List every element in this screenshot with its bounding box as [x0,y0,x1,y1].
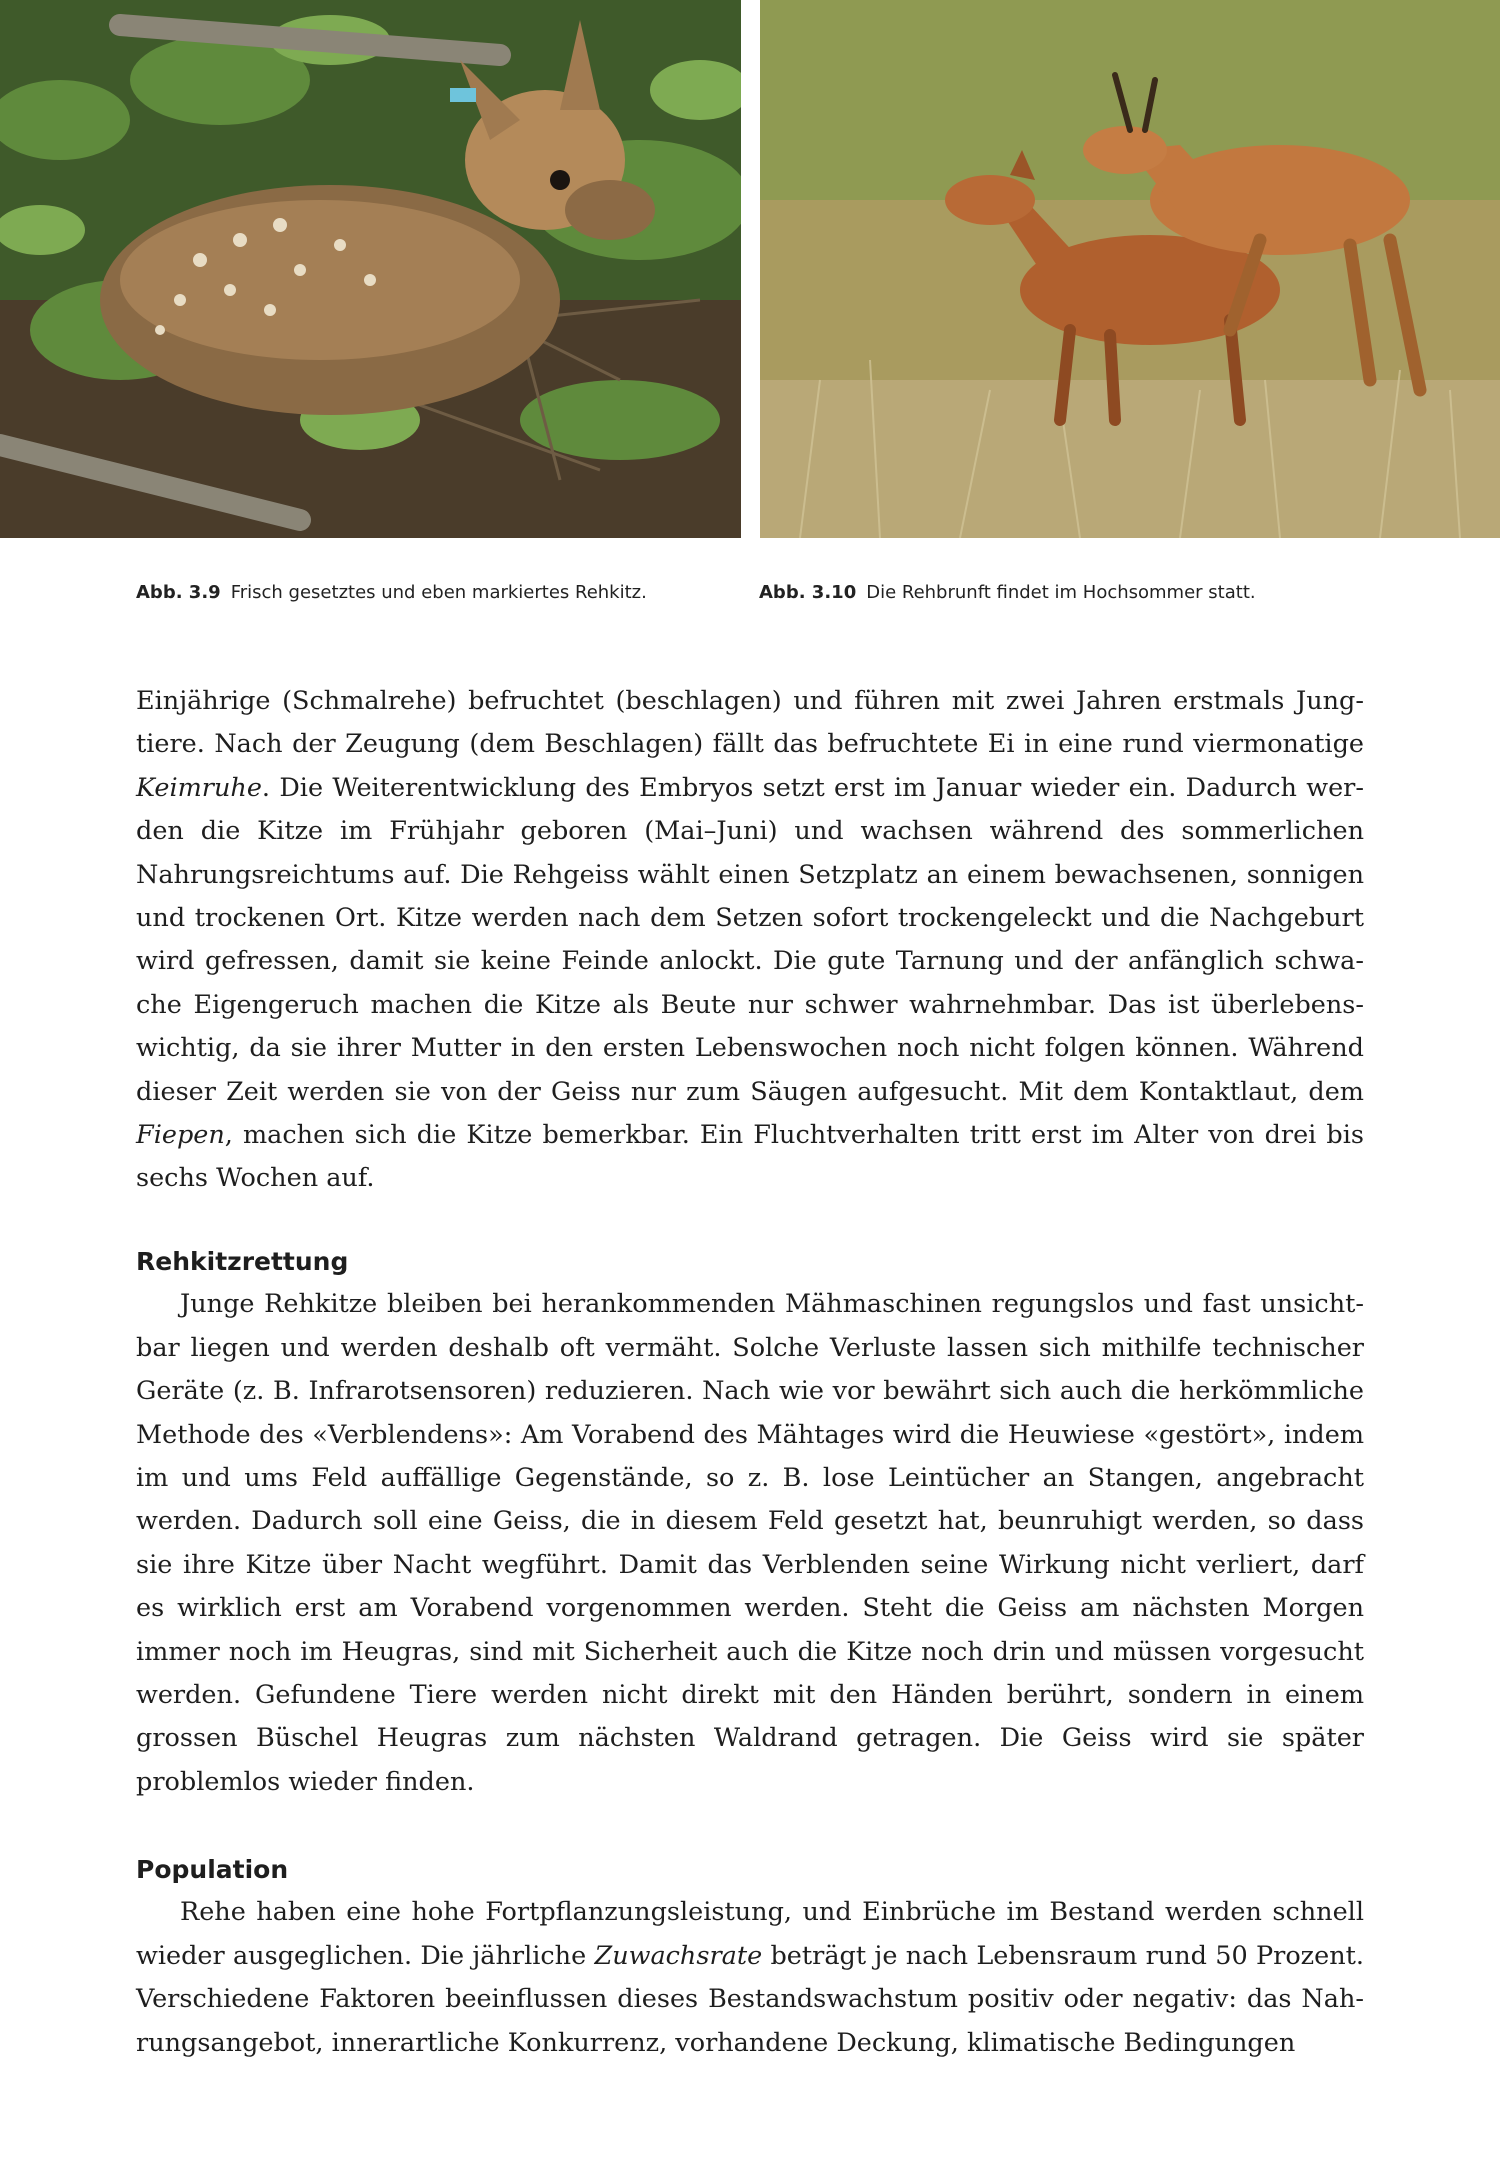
term-zuwachsrate: Zuwachsrate [594,1940,763,1971]
body-paragraph: Junge Rehkitze bleiben bei herankommenden Mähmaschinen regungslos und fast unsichtbar liegen und werden deshalb oft vermäht. Solche Verluste lassen sich mithilfe technischer Geräte (z. B. Infrarotsensoren) reduzieren. Nach wie vor bewährt sich auch die herkömmliche Methode des «Verblendens»: Am Vorabend des Mähtages wird die Heuwiese «gestört», indem im und ums Feld auffällige Gegenstände, so z. B. lose Leintücher an Stangen, angebracht werden. Dadurch soll eine Geiss, die in diesem Feld gesetzt hat, beunruhigt werden, so dass sie ihre Kitze über Nacht wegführt. Damit das Verblenden seine Wirkung nicht verliert, darf es wirklich erst am Vorabend vorgenommen werden. Steht die Geiss am nächsten Morgen immer noch im Heugras, sind mit Sicherheit auch die Kitze noch drin und müssen vorgesucht werden. Gefundene Tiere werden nicht direkt mit den Händen berührt, sondern in einem grossen Büschel Heugras zum nächsten Waldrand getragen. Die Geiss wird sie später problemlos wieder finden. [136,1289,1364,1797]
figure-caption [759,582,1256,603]
fawn-photo [0,0,741,538]
figure-number: Abb. 3.9 [136,582,221,603]
roe-deer-rut-photo [760,0,1500,538]
term-fiepen: Fiepen [136,1120,225,1151]
figure-caption-text: Die Rehbrunft findet im Hochsommer statt. [866,582,1256,603]
body-paragraph: Rehe haben eine hohe Fortpflanzungsleistung, und Einbrüche im Bestand werden schnell wieder ausgeglichen. Die jährliche Zuwachsrate beträgt je nach Lebensraum rund 50 Prozent. Verschiedene Faktoren beeinflussen dieses Bestandswachstum positiv oder negativ: das Nahrungsangebot, innerartliche Konkurrenz, vorhandene Deckung, klimatische Bedingungen [136,1897,1364,2058]
term-keimruhe: Keimruhe [136,772,262,803]
section-heading: Rehkitzrettung [136,1247,349,1276]
body-paragraph: Einjährige (Schmalrehe) befruchtet (beschlagen) und führen mit zwei Jahren erstmals Jungtiere. Nach der Zeugung (dem Beschlagen) fällt das befruchtete Ei in eine rund viermonatige Keimruhe. Die Weiterentwicklung des Embryos setzt erst im Januar wieder ein. Dadurch werden die Kitze im Frühjahr geboren (Mai–Juni) und wachsen während des sommerlichen Nahrungsreichtums auf. Die Rehgeiss wählt einen Setzplatz an einem bewachsenen, sonnigen und trockenen Ort. Kitze werden nach dem Setzen sofort trockengeleckt und die Nachgeburt wird gefressen, damit sie keine Feinde anlockt. Die gute Tarnung und der anfänglich schwache Eigengeruch machen die Kitze als Beute nur schwer wahrnehmbar. Das ist überlebenswichtig, da sie ihrer Mutter in den ersten Lebenswochen noch nicht folgen können. Während dieser Zeit werden sie von der Geiss nur zum Säugen aufgesucht. Mit dem Kontaktlaut, dem Fiepen, machen sich die Kitze bemerkbar. Ein Fluchtverhalten tritt erst im Alter von drei bis sechs Wochen auf. [136,686,1364,1194]
population-section [136,1848,1364,2065]
intro-section [136,680,1364,1201]
figure-caption-text: Frisch gesetztes und eben markiertes Rehkitz. [230,582,647,603]
figure-number: Abb. 3.10 [759,582,857,603]
figure-caption [136,582,647,603]
rescue-section [136,1240,1364,1804]
section-heading: Population [136,1855,289,1884]
